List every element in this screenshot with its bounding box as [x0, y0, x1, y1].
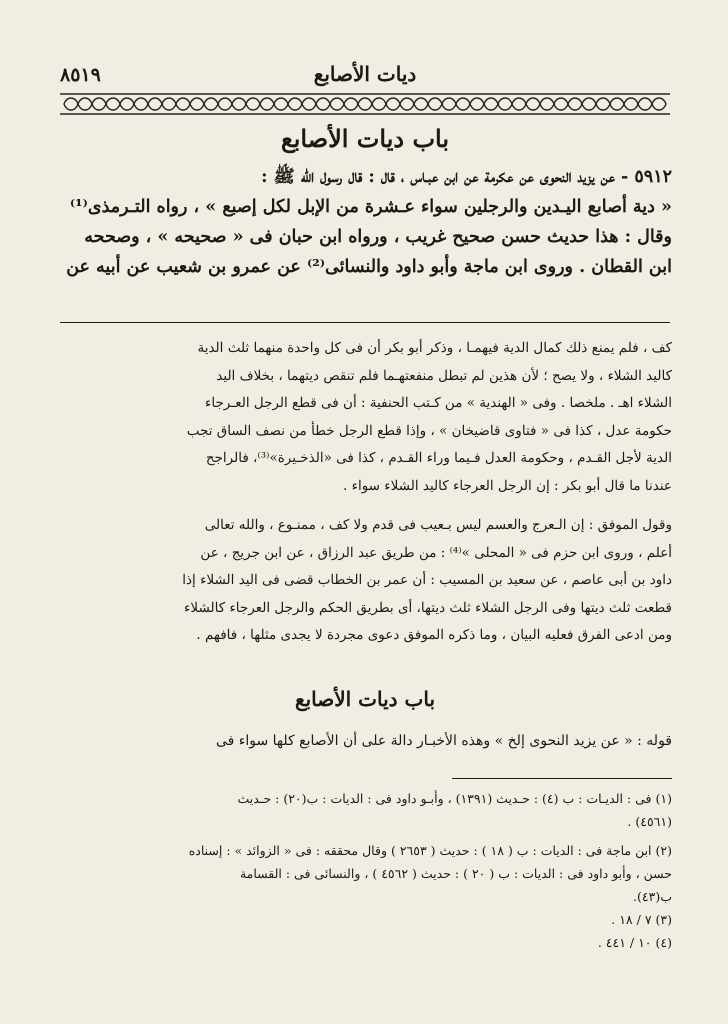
footnote-line: (٣) ٧ / ١٨ .: [611, 912, 672, 927]
footnotes: [60, 787, 672, 954]
hadith-line: « دية أصابع اليـدين والرجلين سواء عـشرة من الإبل لكل إصبع » ، رواه التـرمذى⁽¹⁾: [69, 197, 672, 217]
footnote-line: ب(٤٣).: [633, 889, 672, 904]
commentary-line: ومن ادعى الفرق فعليه البيان ، وما ذكره الموفق دعوى مجردة لا يجدى مثلها ، فافهم .: [196, 627, 672, 643]
hadith-line: ابن القطان . وروى ابن ماجة وأبو داود والنسائى⁽²⁾ عن عمرو بن شعيب عن أبيه عن: [66, 257, 672, 277]
commentary-chapter-title: باب ديات الأصابع: [294, 687, 436, 711]
section-divider: [60, 322, 670, 323]
chapter-title: باب ديات الأصابع: [280, 124, 450, 153]
footnote-divider: [452, 778, 672, 779]
commentary-line: قطعت ثلث ديتها وفى الرجل الشلاء ثلث ديتها، أى بطريق الحكم والرجل العرجاء كالشلاء: [184, 599, 672, 616]
commentary-line: كف ، فلم يمنع ذلك كمال الدية فيهمـا ، وذكر أبو بكر أن فى كل واحدة منهما ثلث الدية: [197, 340, 672, 356]
commentary-line: حكومة عدل ، كذا فى « فتاوى قاضيخان » ، وإذا قطع الرجل خطأ من نصف الساق تجب: [186, 422, 672, 439]
footnote-line: (٢) ابن ماجة فى : الديات : ب ( ١٨ ) : حديث ( ٢٦٥٣ ) وقال محققه : فى « الزوائد » : إسناده: [188, 843, 672, 858]
footnote-line: حسن ، وأبو داود فى : الديات : ب ( ٢٠ ) : حديث ( ٤٥٦٢ ) ، والنسائى فى : القسامة: [239, 866, 672, 881]
footnote-line: (٤) ١٠ / ٤٤١ .: [597, 935, 672, 950]
header-ornament-border: [60, 92, 670, 116]
footnote-line: (٤٥٦١) .: [627, 814, 672, 829]
commentary-line: وقول الموفق : إن الـعرج والعسم ليس بـعيب فى قدم ولا كف ، ممنـوع ، والله تعالى: [204, 517, 672, 533]
commentary-line: داود بن أبى عاصم ، عن سعيد بن المسيب : أن عمر بن الخطاب قضى فى اليد الشلاء إذا: [182, 572, 672, 588]
commentary-line: الدية لأجل القـدم ، وحكومة العدل فـيما وراء القـدم ، كذا فى «الذخـيرة»⁽³⁾، فالراجح: [205, 450, 672, 466]
commentary-line: الشلاء اهـ . ملخصا . وفى « الهندية » من كـتب الحنفية : أن فى قطع الرجل العـرجاء: [204, 395, 672, 411]
commentary-opening-line: قوله : « عن يزيد النحوى إلخ » وهذه الأخبـار دالة على أن الأصابع كلها سواء فى: [215, 733, 672, 749]
hadith-line: وقال : هذا حديث حسن صحيح غريب ، ورواه ابن حبان فى « صحيحه » ، وصححه: [84, 227, 672, 247]
running-title: ديات الأصابع: [313, 62, 417, 86]
commentary-line: عندنا ما قال أبو بكر : إن الرجل العرجاء كاليد الشلاء سواء .: [343, 477, 672, 494]
commentary-line: أعلم ، وروى ابن حزم فى « المحلى »⁽⁴⁾ : من طريق عبد الرزاق ، عن ابن جريج ، عن: [200, 544, 672, 561]
page-number: ٨٥١٩: [60, 64, 101, 86]
hadith-text: [60, 162, 672, 282]
page-header: [60, 62, 670, 92]
hadith-line: ٥٩١٢ - عن يزيد النحوى عن عكرمة عن ابن عبـاس ، قال : قال رسول الله ﷺ :: [261, 167, 672, 187]
footnote-line: (١) فى : الديـات : ب (٤) : حـديث (١٣٩١) ، وأبـو داود فى : الديات : ب(٢٠) : حـديث: [237, 791, 672, 806]
commentary-line: كاليد الشلاء ، ولا يصح ؛ لأن هذين لم تبطل منفعتهـما فلم تنقص ديتهما ، بخلاف اليد: [216, 367, 672, 384]
commentary-text: [60, 335, 672, 650]
